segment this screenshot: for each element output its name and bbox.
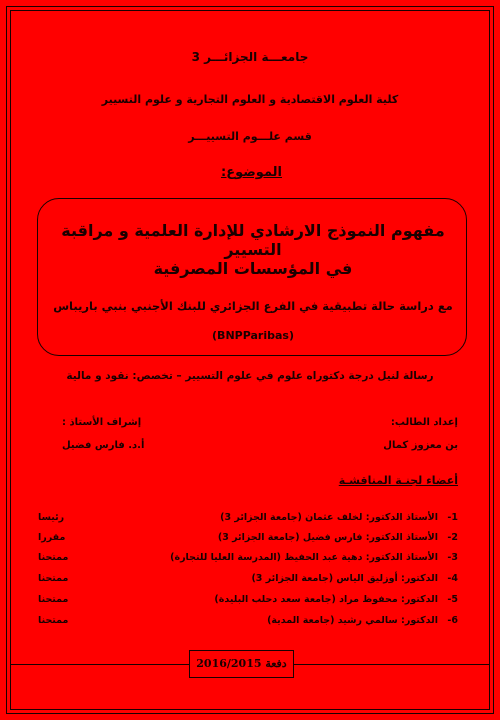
jury-member-name: الأستاذ الدكتور: دهية عبد الحفيظ (المدرسة العليا للتجارة) [170,552,438,563]
bottom-rule-right [294,664,490,665]
supervisor-name: أ.د. فارس فضيل [62,440,145,451]
title-line-1: مفهوم النموذج الارشادي للإدارة العلمية و مراقبة التسيير [61,221,445,259]
jury-member-row [38,615,458,631]
jury-member-number: 5- [447,594,458,605]
subject-label [221,165,282,180]
jury-member-role: مقررا [38,532,66,543]
jury-member-role: ممتحنا [38,573,69,584]
thesis-note: رسالة لنيل درجة دكتوراه علوم في علوم التسيير – تخصص: نقود و مالية [66,370,434,382]
jury-member-row [38,532,458,548]
university-name: جامعـــة الجزائـــر 3 [191,50,309,64]
jury-member-number: 2- [447,532,458,543]
jury-member-name: الأستاذ الدكتور: لخلف عثمان (جامعة الجزائر 3) [220,512,438,523]
batch-box: دفعة 2016/2015 [189,650,294,678]
jury-member-number: 4- [447,573,458,584]
jury-member-row [38,512,458,528]
department-name: قسم علـــوم التسييـــر [188,130,312,143]
jury-member-number: 1- [447,512,458,523]
bottom-rule-left [10,664,189,665]
bank-code: (BNPParibas) [212,329,294,342]
student-name: بن معزوز كمال [383,440,458,451]
jury-member-row [38,573,458,589]
faculty-name: كلية العلوم الاقتصادية و العلوم التجارية و علوم التسيير [101,93,399,106]
jury-member-name: الدكتور: أوزليق الياس (جامعة الجزائر 3) [251,573,438,584]
jury-member-number: 6- [447,615,458,626]
jury-member-name: الأستاذ الدكتور: فارس فضيل (جامعة الجزائر 3) [217,532,438,543]
title-box [37,198,467,356]
jury-member-role: ممتحنا [38,615,69,626]
case-study-line: مع دراسة حالة تطبيقية في الفرع الجزائري للبنك الأجنبي بنبي باريباس [53,299,453,313]
prepared-by-label: إعداد الطالب: [390,417,458,428]
jury-member-role: ممتحنا [38,594,69,605]
jury-member-number: 3- [447,552,458,563]
jury-member-name: الدكتور: محفوظ مراد (جامعة سعد دحلب البليدة) [214,594,438,605]
jury-member-role: رئيسا [38,512,65,523]
jury-member-row [38,594,458,610]
jury-member-row [38,552,458,568]
supervisor-label: إشراف الأستاذ : [62,417,142,428]
jury-member-name: الدكتور: سالمي رشيد (جامعة المدية) [267,615,438,626]
jury-member-role: ممتحنا [38,552,69,563]
title-line-2: في المؤسسات المصرفية [153,259,353,278]
subject-label-text: الموضوع: [221,165,282,180]
jury-title: أعضاء لجنـة المناقشـة [338,474,458,487]
